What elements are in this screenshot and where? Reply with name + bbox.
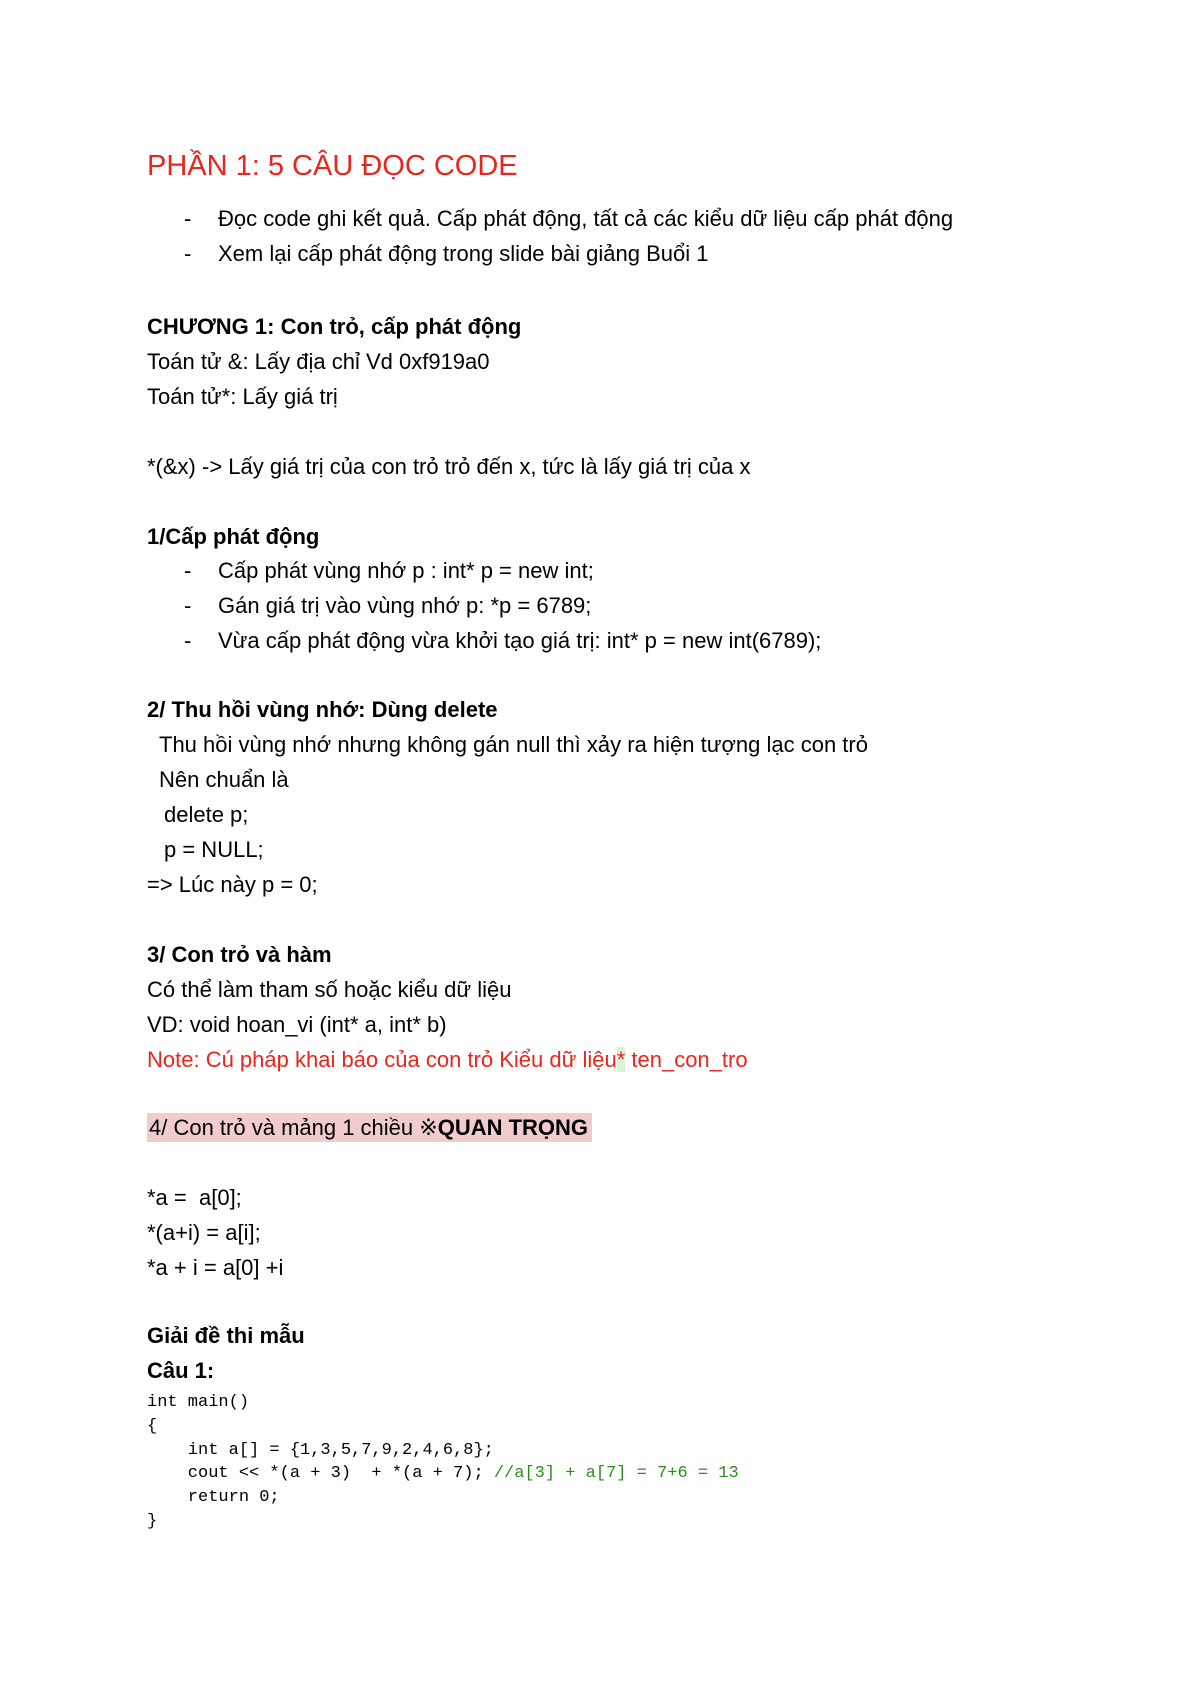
section1-bullet-1: Cấp phát vùng nhớ p : int* p = new int;	[218, 558, 594, 583]
bullet-dash: -	[184, 206, 192, 231]
question-label: Câu 1:	[147, 1358, 215, 1383]
section2-line-3: delete p;	[164, 802, 249, 827]
syntax-note-star: *	[616, 1047, 626, 1072]
section1-title: 1/Cấp phát động	[147, 524, 320, 549]
code-line-3: int a[] = {1,3,5,7,9,2,4,6,8};	[147, 1441, 494, 1460]
section4-title-text: 4/ Con trỏ và mảng 1 chiều	[149, 1115, 420, 1140]
code-line-1: int main()	[147, 1393, 250, 1412]
bullet-dash: -	[184, 241, 192, 266]
section4-title-important: QUAN TRỌNG	[437, 1115, 589, 1140]
bullet-dash: -	[184, 593, 192, 618]
section1-bullet-3: Vừa cấp phát động vừa khởi tạo giá trị: int* p = new int(6789);	[218, 628, 822, 653]
code-line-2: {	[147, 1417, 158, 1436]
section2-line-4: p = NULL;	[164, 837, 264, 862]
chapter1-line-1: Toán tử &: Lấy địa chỉ Vd 0xf919a0	[147, 349, 490, 374]
section3-line-1: Có thể làm tham số hoặc kiểu dữ liệu	[147, 977, 512, 1002]
section2-line-5: => Lúc này p = 0;	[147, 872, 318, 897]
chapter1-line-2: Toán tử*: Lấy giá trị	[147, 384, 338, 409]
section3-line-2: VD: void hoan_vi (int* a, int* b)	[147, 1012, 447, 1037]
code-line-5: return 0;	[147, 1488, 280, 1507]
bullet-dash: -	[184, 558, 192, 583]
section1-bullet-2: Gán giá trị vào vùng nhớ p: *p = 6789;	[218, 593, 592, 618]
part1-title: PHẦN 1: 5 CÂU ĐỌC CODE	[147, 150, 518, 182]
section3-title: 3/ Con trỏ và hàm	[147, 942, 332, 967]
code-comment: //a[3] + a[7] = 7+6 = 13	[493, 1464, 739, 1483]
section2-line-1: Thu hồi vùng nhớ nhưng không gán null thì xảy ra hiện tượng lạc con trỏ	[159, 732, 868, 757]
bullet-dash: -	[184, 628, 192, 653]
part1-bullet-2: Xem lại cấp phát động trong slide bài giảng Buổi 1	[218, 241, 709, 266]
deref-note: *(&x) -> Lấy giá trị của con trỏ trỏ đến x, tức là lấy giá trị của x	[147, 454, 751, 479]
code-line-4	[147, 1462, 739, 1485]
exam-title: Giải đề thi mẫu	[147, 1323, 305, 1348]
section2-line-2: Nên chuẩn là	[159, 767, 289, 792]
section2-title: 2/ Thu hồi vùng nhớ: Dùng delete	[147, 697, 498, 722]
section4-title	[147, 1114, 592, 1142]
chapter1-title: CHƯƠNG 1: Con trỏ, cấp phát động	[147, 314, 522, 339]
section4-line-3: *a + i = a[0] +i	[147, 1255, 284, 1280]
code-statement: cout << *(a + 3) + *(a + 7);	[147, 1464, 494, 1483]
syntax-note	[147, 1046, 748, 1074]
syntax-note-suffix: ten_con_tro	[625, 1047, 748, 1072]
section4-line-1: *a = a[0];	[147, 1185, 242, 1210]
syntax-note-prefix: Note: Cú pháp khai báo của con trỏ Kiểu dữ liệu	[147, 1047, 617, 1072]
part1-bullet-1: Đọc code ghi kết quả. Cấp phát động, tất cả các kiểu dữ liệu cấp phát động	[218, 206, 954, 231]
section4-line-2: *(a+i) = a[i];	[147, 1220, 261, 1245]
code-line-6: }	[147, 1512, 158, 1531]
reference-mark-icon: ※	[419, 1115, 438, 1140]
